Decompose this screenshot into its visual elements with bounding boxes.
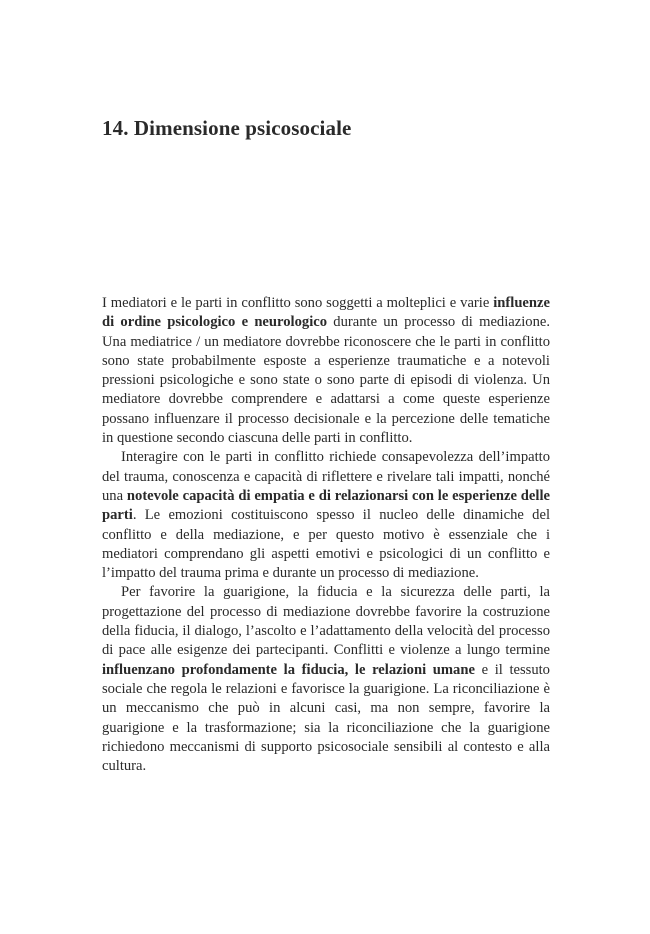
text-span: durante un processo di mediazione. Una mediatrice / un mediatore dovrebbe riconoscere che le parti in conflitto sono state probabilmente esposte a esperienze traumatiche e a notevoli pressioni psicologiche e sono state o sono parte di episodi di violenza. Un mediatore dovrebbe comprendere e adattarsi a come queste esperienze possano influenzare il processo decisionale e la percezione delle tematiche in questione secondo ciascuna delle parti in conflitto. [102, 314, 550, 447]
paragraph [102, 583, 550, 776]
text-span: I mediatori e le parti in conflitto sono soggetti a molteplici e varie [102, 295, 494, 311]
body-text [102, 294, 550, 776]
text-span: . Le emozioni costituiscono spesso il nucleo delle dinamiche del conflitto e della mediazione, e per questo motivo è essenziale che i mediatori comprendano gli aspetti emotivi e psicologici di un conflitto e l’impatto del trauma prima e durante un processo di mediazione. [102, 507, 550, 582]
text-span: Per favorire la guarigione, la fiducia e la sicurezza delle parti, la progettazione del processo di mediazione dovrebbe favorire la costruzione della fiducia, il dialogo, l’ascolto e l’adattamento della velocità del processo di pace alle esigenze dei partecipanti. Conflitti e violenze a lungo termine [102, 584, 550, 659]
chapter-title: 14. Dimensione psicosociale [102, 116, 352, 140]
bold-phrase: influenzano profondamente la fiducia, le relazioni umane [102, 661, 475, 678]
text-span: Interagire con le parti in conflitto richiede consapevolezza dell’impatto del trauma, conoscenza e capacità di riflettere e rivelare tali impatti, nonché una [102, 449, 550, 504]
paragraph [102, 448, 550, 583]
bold-phrase: influenze di ordine psicologico e neurologico [102, 295, 550, 331]
text-span: e il tessuto sociale che regola le relazioni e favorisce la guarigione. La riconciliazione è un meccanismo che può in alcuni casi, ma non sempre, favorire la guarigione e la trasformazione; sia la riconciliazione che la guarigione richiedono meccanismi di supporto psicosociale sensibili al contesto e alla cultura. [102, 661, 550, 775]
bold-phrase: notevole capacità di empatia e di relazionarsi con le esperienze delle parti [102, 487, 550, 524]
paragraph [102, 294, 550, 448]
